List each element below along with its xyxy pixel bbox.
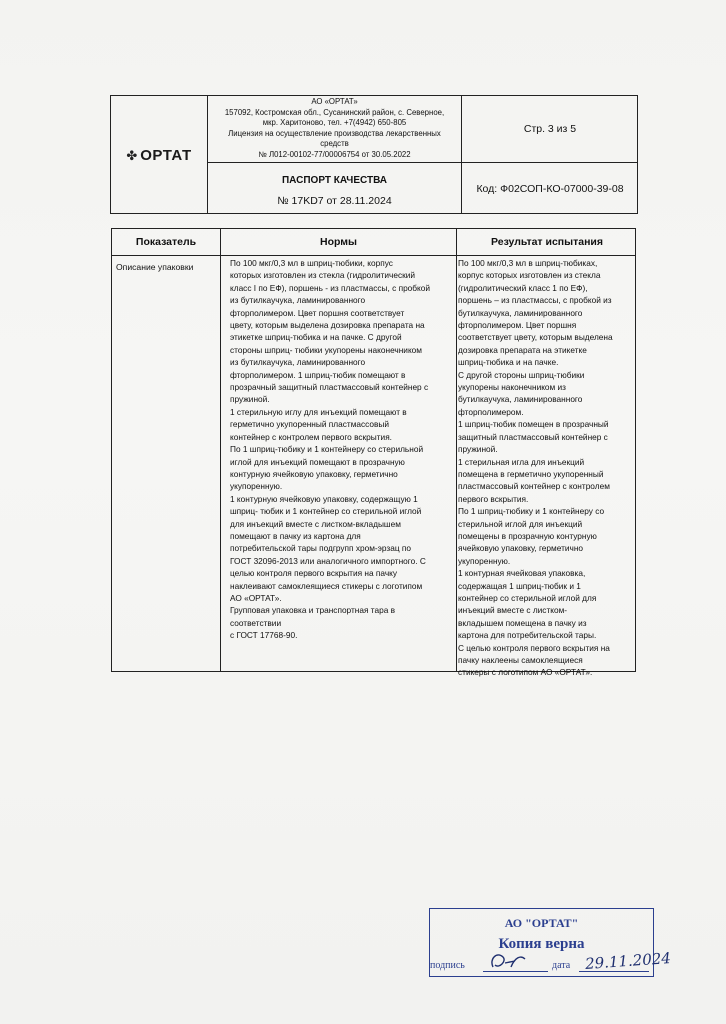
text-line: ячейковую упаковку, герметично — [458, 543, 584, 554]
text-line: соответствии — [230, 617, 282, 628]
column-header-result: Результат испытания — [491, 236, 603, 248]
column-header-norms: Нормы — [319, 236, 357, 248]
company-license: средств — [320, 139, 349, 148]
text-line: соответствует цвету, которым выделена — [458, 332, 613, 343]
text-line: пластмассовый контейнер с контролем — [458, 481, 610, 492]
logo-text: ОРТАТ — [140, 147, 192, 164]
text-line: прозрачный защитный пластмассовый контейнер с — [230, 382, 429, 393]
text-line: защитный пластмассовый контейнер с — [458, 431, 608, 442]
parameter-cell: Описание упаковки — [116, 262, 194, 272]
text-line: 1 стерильную иглу для инъекций помещают в — [230, 406, 407, 417]
text-line: укупорены наконечником из — [458, 382, 566, 393]
text-line: герметично укупоренный пластмассовый — [230, 419, 390, 430]
text-line: фторполимером. — [458, 406, 524, 417]
text-line: корпус которых изготовлен из стекла — [458, 270, 601, 281]
text-line: Групповая упаковка и транспортная тара в — [230, 605, 396, 616]
text-line: контейнер с контролем первого вскрытия. — [230, 431, 392, 442]
result-cell — [458, 257, 634, 679]
text-line: картона для потребительской тары. — [458, 630, 597, 641]
company-name: АО «ОРТАТ» — [311, 97, 358, 106]
text-line: (гидролитический класс 1 по ЕФ), — [458, 282, 588, 293]
text-line: С целью контроля первого вскрытия на — [458, 642, 610, 653]
stamp-company: АО "ОРТАТ" — [504, 916, 579, 930]
text-line: укупоренную. — [230, 481, 283, 492]
text-line: стерильной иглой для инъекций — [458, 518, 583, 529]
text-line: фторполимером. Цвет поршня — [458, 320, 577, 331]
page-number: Стр. 3 из 5 — [523, 123, 577, 135]
text-line: По 100 мкг/0,3 мл в шприц-тюбики, корпус — [230, 258, 393, 268]
company-address: 157092, Костромская обл., Сусанинский район, с. Северное, — [224, 107, 445, 117]
text-line: фторполимером. Цвет поршня соответствует — [230, 307, 405, 318]
text-line: 1 контурную ячейковую упаковку, содержащую 1 — [230, 493, 418, 504]
text-line: стикеры с логотипом АО «ОРТАТ». — [458, 667, 593, 678]
text-line: вкладышем помещена в пачку из — [458, 617, 587, 628]
text-line: помещена в герметично укупоренный — [458, 468, 604, 479]
signature-mark — [485, 947, 545, 973]
company-license: № Л012-00102-77/00006754 от 30.05.2022 — [258, 149, 411, 159]
text-line: шприц-тюбика и на пачке. — [458, 357, 559, 368]
text-line: пачку наклеены самоклеящиеся — [458, 655, 583, 665]
text-line: целью контроля первого вскрытия на пачку — [230, 568, 398, 579]
company-info — [208, 96, 461, 163]
stamp-date-label: дата — [552, 960, 571, 971]
text-line: По 1 шприц-тюбику и 1 контейнеру со — [458, 506, 605, 517]
text-line: По 100 мкг/0,3 мл в шприц-тюбиках, — [458, 258, 598, 268]
certified-copy-stamp — [429, 908, 672, 977]
text-line: 1 контурная ячейковая упаковка, — [458, 568, 586, 579]
text-line: АО «ОРТАТ». — [230, 592, 282, 603]
text-line: из бутилкаучука, ламинированного — [230, 295, 366, 306]
column-header-parameter: Показатель — [135, 236, 197, 248]
text-line: которых изготовлен из стекла (гидролитический — [230, 270, 416, 281]
text-line: фторполимером. 1 шприц-тюбик помещают в — [230, 369, 406, 380]
text-line: инъекций вместе с листком- — [458, 605, 568, 616]
stamp-signature-label: подпись — [430, 960, 465, 971]
text-line: пружиной. — [458, 444, 498, 455]
text-line: с ГОСТ 17768-90. — [230, 630, 298, 641]
text-line: пружиной. — [230, 394, 270, 405]
text-line: наклеивают самоклеящиеся стикеры с логотипом — [230, 580, 423, 591]
stamp-date-value: 29.11.2024 — [584, 949, 672, 973]
company-address: мкр. Харитоново, тел. +7(4942) 650-805 — [262, 118, 407, 127]
quality-table — [111, 228, 636, 678]
document-title: ПАСПОРТ КАЧЕСТВА — [281, 175, 388, 186]
text-line: из бутилкаучука, ламинированного — [230, 357, 366, 368]
text-line: стороны шприц- тюбики укупорены наконечником — [230, 344, 422, 355]
text-line: С другой стороны шприц-тюбики — [458, 369, 585, 380]
text-line: контейнер со стерильной иглой для — [458, 592, 597, 603]
text-line: цвету, которым выделена дозировка препарата на — [230, 320, 425, 331]
text-line: бутилкаучука, ламинированного — [458, 394, 583, 405]
divider — [456, 229, 457, 671]
text-line: По 1 шприц-тюбику и 1 контейнеру со стерильной — [230, 444, 424, 455]
text-line: бутилкаучука, ламинированного — [458, 307, 583, 318]
text-line: иглой для инъекций помещают в прозрачную — [230, 456, 405, 467]
text-line: 1 шприц-тюбик помещен в прозрачный — [458, 419, 609, 430]
text-line: дозировка препарата на этикетке — [458, 344, 587, 355]
text-line: шприц- тюбик и 1 контейнер со стерильной иглой — [230, 506, 422, 517]
norms-cell — [230, 257, 454, 642]
text-line: первого вскрытия. — [458, 493, 529, 504]
text-line: помещены в прозрачную контурную — [458, 530, 597, 541]
document-code: Код: Ф02СОП-КО-07000-39-08 — [476, 183, 624, 195]
text-line: помещают в пачку из картона для — [230, 530, 361, 541]
document-header — [110, 95, 638, 214]
text-line: потребительской тары подгрупп хром-эрзац по — [230, 543, 412, 554]
text-line: укупоренную. — [458, 555, 511, 566]
text-line: для инъекций вместе с листком-вкладышем — [230, 518, 401, 529]
stamp-text: Копия верна — [498, 936, 585, 952]
text-line: содержащая 1 шприц-тюбик и 1 — [458, 580, 581, 591]
text-line: этикетке шприц-тюбика и на пачке. С другой — [230, 332, 402, 343]
text-line: ГОСТ 32096-2013 или аналогичного импортного. С — [230, 555, 426, 566]
company-license: Лицензия на осуществление производства лекарственных — [228, 128, 441, 138]
document-title-block — [208, 163, 461, 215]
text-line: контурную ячейковую упаковку, герметично — [230, 468, 398, 479]
cross-logo-icon: ✤ — [126, 147, 138, 163]
text-line: класс I по ЕФ), поршень - из пластмассы, с пробкой — [230, 282, 431, 293]
text-line: поршень – из пластмассы, с пробкой из — [458, 295, 612, 306]
divider — [112, 255, 635, 256]
text-line: 1 стерильная игла для инъекций — [458, 456, 585, 467]
company-logo — [111, 96, 207, 215]
divider — [220, 229, 221, 671]
document-number: № 17KD7 от 28.11.2024 — [277, 195, 392, 207]
